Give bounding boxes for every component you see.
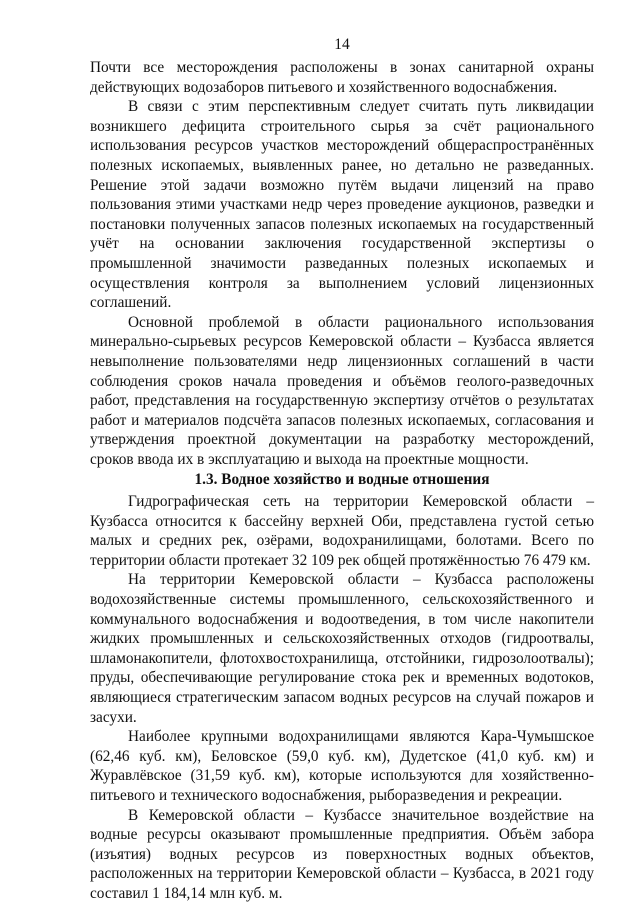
paragraph-sanitary-zones: Почти все месторождения расположены в зонах санитарной охраны действующих водозаборов питьевого и хозяйственного водоснабжения. <box>90 59 594 96</box>
page-number: 14 <box>334 36 350 53</box>
section-heading: 1.3. Водное хозяйство и водные отношения <box>194 471 490 489</box>
paragraph-hydrographic-network: Гидрографическая сеть на территории Кемеровской области – Кузбасса относится к бассейну верхней Оби, представлена густой сетью малых и средних рек, озёрами, водохранилищами, болотами. Всего по территории области протекает 32 109 рек общей протяжённостью 76 479 км. <box>90 493 594 569</box>
paragraph-main-problem: Основной проблемой в области рационального использования минерально-сырьевых ресурсов Кемеровской области – Кузбасса является невыполнение пользователями недр лицензионных соглашений в части соблюдения сроков начала проведения и объёмов геолого-разведочных работ, представления на государственную экспертизу отчётов о результатах работ и материалов подсчёта запасов полезных ископаемых, согласования и утверждения проектной документации на разработку месторождений, сроков ввода их в эксплуатацию и выхода на проектные мощности. <box>90 313 594 468</box>
document-page <box>90 36 594 904</box>
paragraph-industrial-impact: В Кемеровской области – Кузбассе значительное воздействие на водные ресурсы оказывают промышленные предприятия. Объём забора (изъятия) водных ресурсов из поверхностных водных объектов, расположенных на территории Кемеровской области – Кузбасса, в 2021 году составил 1 184,14 млн куб. м. <box>90 806 594 902</box>
paragraph-reservoirs: Наиболее крупными водохранилищами являются Кара-Чумышское (62,46 куб. км), Беловское (59,0 куб. км), Дудетское (41,0 куб. км) и Журавлёвское (31,59 куб. км), которые используются для хозяйственно-питьевого и технического водоснабжения, рыборазведения и рекреации. <box>90 728 594 804</box>
paragraph-liquidation-path: В связи с этим перспективным следует считать путь ликвидации возникшего дефицита строительного сырья за счёт рационального использования ресурсов участков месторождений общераспространённых полезных ископаемых, выявленных ранее, но детально не разведанных. Решение этой задачи возможно путём выдачи лицензий на право пользования этими участками недр через проведение аукционов, разведки и постановки полученных запасов полезных ископаемых на государственный учёт на основании заключения государственной экспертизы о промышленной значимости разведанных полезных ископаемых и осуществления контроля за выполнением условий лицензионных соглашений. <box>90 98 594 312</box>
paragraph-water-systems: На территории Кемеровской области – Кузбасса расположены водохозяйственные системы промышленного, сельскохозяйственного и коммунального водоснабжения и водоотведения, в том числе накопители жидких промышленных и сельскохозяйственных отходов (гидроотвалы, шламонакопители, флотохвостохранилища, отстойники, гидрозолоотвалы); пруды, обеспечивающие регулирование стока рек и временных водотоков, являющиеся стратегическим запасом водных ресурсов на случай пожаров и засухи. <box>90 571 594 726</box>
